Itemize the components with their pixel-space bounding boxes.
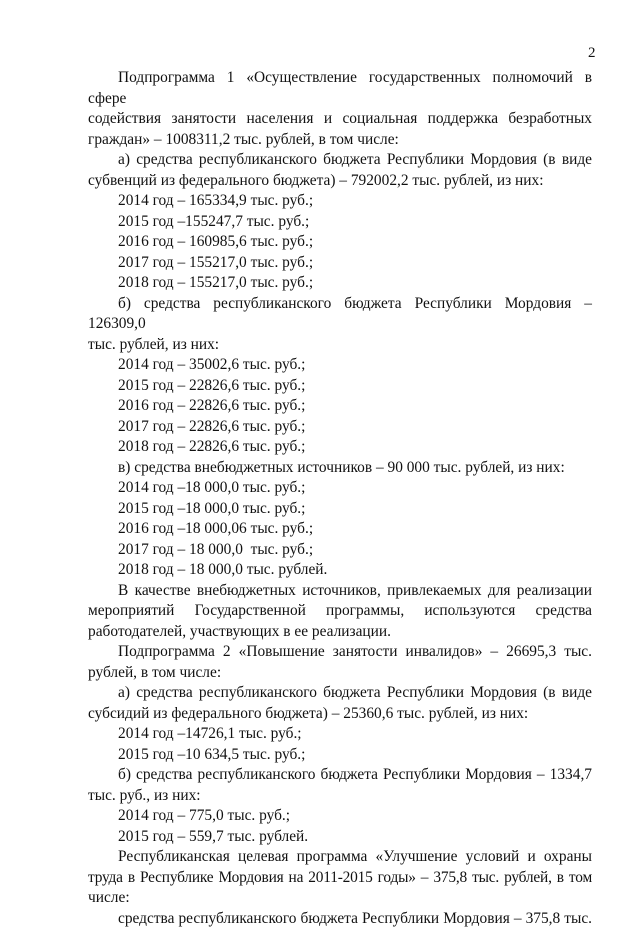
year-line: 2018 год – 18 000,0 тыс. рублей. (88, 560, 592, 581)
text-line: труда в Республике Мордовия на 2011-2015 годы» – 375,8 тыс. рублей, в том (88, 868, 592, 889)
text-line: средства республиканского бюджета Республики Мордовия – 375,8 тыс. (88, 909, 592, 929)
text-line: а) средства республиканского бюджета Республики Мордовия (в виде (88, 150, 592, 171)
text-line: в) средства внебюджетных источников – 90 000 тыс. рублей, из них: (88, 458, 592, 479)
year-line: 2014 год – 775,0 тыс. руб.; (88, 806, 592, 827)
text-line: числе: (88, 888, 592, 909)
year-line: 2014 год –14726,1 тыс. руб.; (88, 724, 592, 745)
text-line: тыс. рублей, из них: (88, 335, 592, 356)
year-line: 2015 год –18 000,0 тыс. руб.; (88, 499, 592, 520)
text-line: б) средства республиканского бюджета Республики Мордовия – 1334,7 (88, 765, 592, 786)
page-number: 2 (588, 44, 596, 62)
text-line: мероприятий Государственной программы, используются средства (88, 601, 592, 622)
document-body (88, 68, 592, 929)
year-line: 2017 год – 22826,6 тыс. руб.; (88, 417, 592, 438)
year-line: 2017 год – 155217,0 тыс. руб.; (88, 253, 592, 274)
year-line: 2014 год –18 000,0 тыс. руб.; (88, 478, 592, 499)
year-line: 2015 год – 22826,6 тыс. руб.; (88, 376, 592, 397)
text-line: субвенций из федерального бюджета) – 792002,2 тыс. рублей, из них: (88, 171, 592, 192)
text-line: Республиканская целевая программа «Улучшение условий и охраны (88, 847, 592, 868)
year-line: 2015 год – 559,7 тыс. рублей. (88, 827, 592, 848)
text-line: субсидий из федерального бюджета) – 25360,6 тыс. рублей, из них: (88, 704, 592, 725)
text-line: работодателей, участвующих в ее реализации. (88, 622, 592, 643)
text-line: Подпрограмма 1 «Осуществление государственных полномочий в сфере (88, 68, 592, 109)
year-line: 2018 год – 155217,0 тыс. руб.; (88, 273, 592, 294)
text-line: содействия занятости населения и социальная поддержка безработных (88, 109, 592, 130)
text-line: а) средства республиканского бюджета Республики Мордовия (в виде (88, 683, 592, 704)
year-line: 2016 год –18 000,06 тыс. руб.; (88, 519, 592, 540)
year-line: 2014 год – 165334,9 тыс. руб.; (88, 191, 592, 212)
year-line: 2017 год – 18 000,0 тыс. руб.; (88, 540, 592, 561)
year-line: 2016 год – 22826,6 тыс. руб.; (88, 396, 592, 417)
text-line: граждан» – 1008311,2 тыс. рублей, в том числе: (88, 130, 592, 151)
year-line: 2016 год – 160985,6 тыс. руб.; (88, 232, 592, 253)
text-line: Подпрограмма 2 «Повышение занятости инвалидов» – 26695,3 тыс. (88, 642, 592, 663)
text-line: б) средства республиканского бюджета Республики Мордовия –126309,0 (88, 294, 592, 335)
year-line: 2018 год – 22826,6 тыс. руб.; (88, 437, 592, 458)
text-line: рублей, в том числе: (88, 663, 592, 684)
year-line: 2014 год – 35002,6 тыс. руб.; (88, 355, 592, 376)
year-line: 2015 год –155247,7 тыс. руб.; (88, 212, 592, 233)
year-line: 2015 год –10 634,5 тыс. руб.; (88, 745, 592, 766)
text-line: тыс. руб., из них: (88, 786, 592, 807)
text-line: В качестве внебюджетных источников, привлекаемых для реализации (88, 581, 592, 602)
